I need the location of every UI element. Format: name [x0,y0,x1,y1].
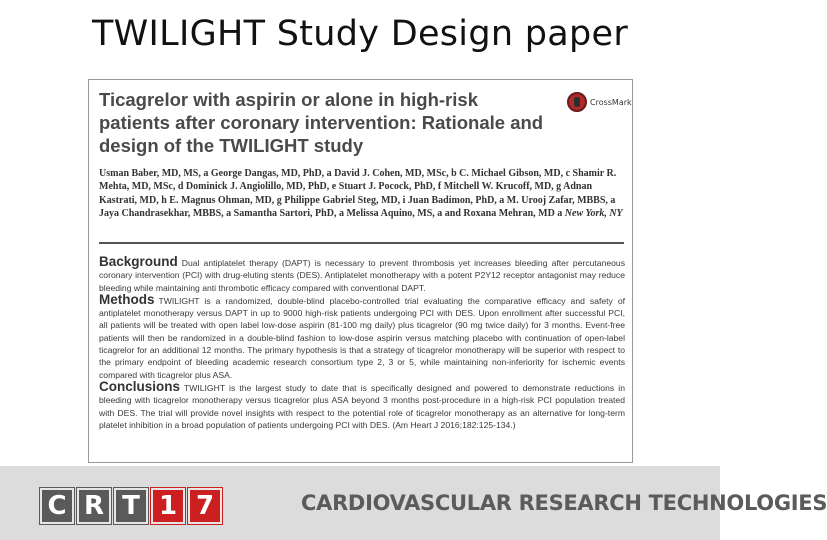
logo-letter-c: C [40,488,74,524]
slide-title: TWILIGHT Study Design paper [91,14,629,54]
divider [99,242,624,244]
footer-bar [0,466,827,540]
crossmark-icon [567,92,587,112]
background-section [99,256,625,294]
authors-text: Usman Baber, MD, MS, a George Dangas, MD, PhD, a David J. Cohen, MD, MSc, b C. Michael Gibson, MD, c Shamir R. Mehta, MD, MSc, d Dominick J. Angiolillo, MD, PhD, e Stuart J. Pocock, PhD, f Mitchell W. Krucoff, MD, g Adnan Kastrati, MD, h E. Magnus Ohman, MD, g Philippe Gabriel Steg, MD, i Juan Badimon, PhD, a M. Urooj Zafar, MBBS, a Jaya Chandrasekhar, MBBS, a Samantha Sartori, PhD, a Melissa Aquino, MS, a and Roxana Mehran, MD a [99,168,617,219]
conclusions-heading: Conclusions [99,378,181,394]
paper-title: Ticagrelor with aspirin or alone in high-risk patients after coronary intervention: Rationale and design of the TWILIGHT study [99,89,544,156]
background-text: Dual antiplatelet therapy (DAPT) is necessary to prevent thrombosis yet increases bleeding after percutaneous coronary intervention (PCI) with drug-eluting stents (DES). Antiplatelet monotherapy with a potent P2Y12 receptor antagonist may reduce bleeding while maintaining anti thrombotic efficacy compared with conventional DAPT. [99,258,625,293]
conclusions-text: TWILIGHT is the largest study to date that is specifically designed and powered to demonstrate reductions in bleeding with ticagrelor monotherapy versus ticagrelor plus ASA beyond 3 months post-procedure in a high-risk PCI population treated with DES. The trial will provide novel insights with respect to the potential role of ticagrelor monotherapy as an alternative for long-term platelet inhibition in a broad population of patients undergoing PCI with DES. (Am Heart J 2016;182:125-134.) [99,382,625,430]
author-location: New York, NY [564,207,623,219]
logo-letter-t: T [114,488,148,524]
background-heading: Background [99,254,178,269]
logo-letter-r: R [77,488,111,524]
methods-section [99,291,625,381]
organization-name: CARDIOVASCULAR RESEARCH TECHNOLOGIES [301,491,827,515]
abstract [99,256,625,431]
paper-screenshot [88,79,633,463]
crossmark-label: CrossMark [590,97,632,107]
methods-text: TWILIGHT is a randomized, double-blind placebo-controlled trial evaluating the comparative efficacy and safety of antiplatelet monotherapy versus DAPT in up to 9000 high-risk patients undergoing PCI with DES. Upon enrollment after successful PCI, all patients will be treated with open label low-dose aspirin (81-100 mg daily) plus ticagrelor (90 mg twice daily) for 3 months. Event-free patients will then be randomized in a double-blind fashion to low-dose aspirin versus matching placebo with continuation of open-label ticagrelor for an additional 12 months. The primary hypothesis is that a strategy of ticagrelor monotherapy will be superior with respect to the primary endpoint of bleeding academic research consortium type 2, 3 or 5, while maintaining non-inferiority for ischemic events compared with ticagrelor plus ASA. [99,295,625,380]
author-list [99,167,624,220]
methods-heading: Methods [99,291,155,307]
crossmark-badge [567,92,632,112]
crt17-logo [40,488,222,524]
conclusions-section [99,378,625,431]
logo-digit-1: 1 [151,488,185,524]
logo-digit-7: 7 [188,488,222,524]
